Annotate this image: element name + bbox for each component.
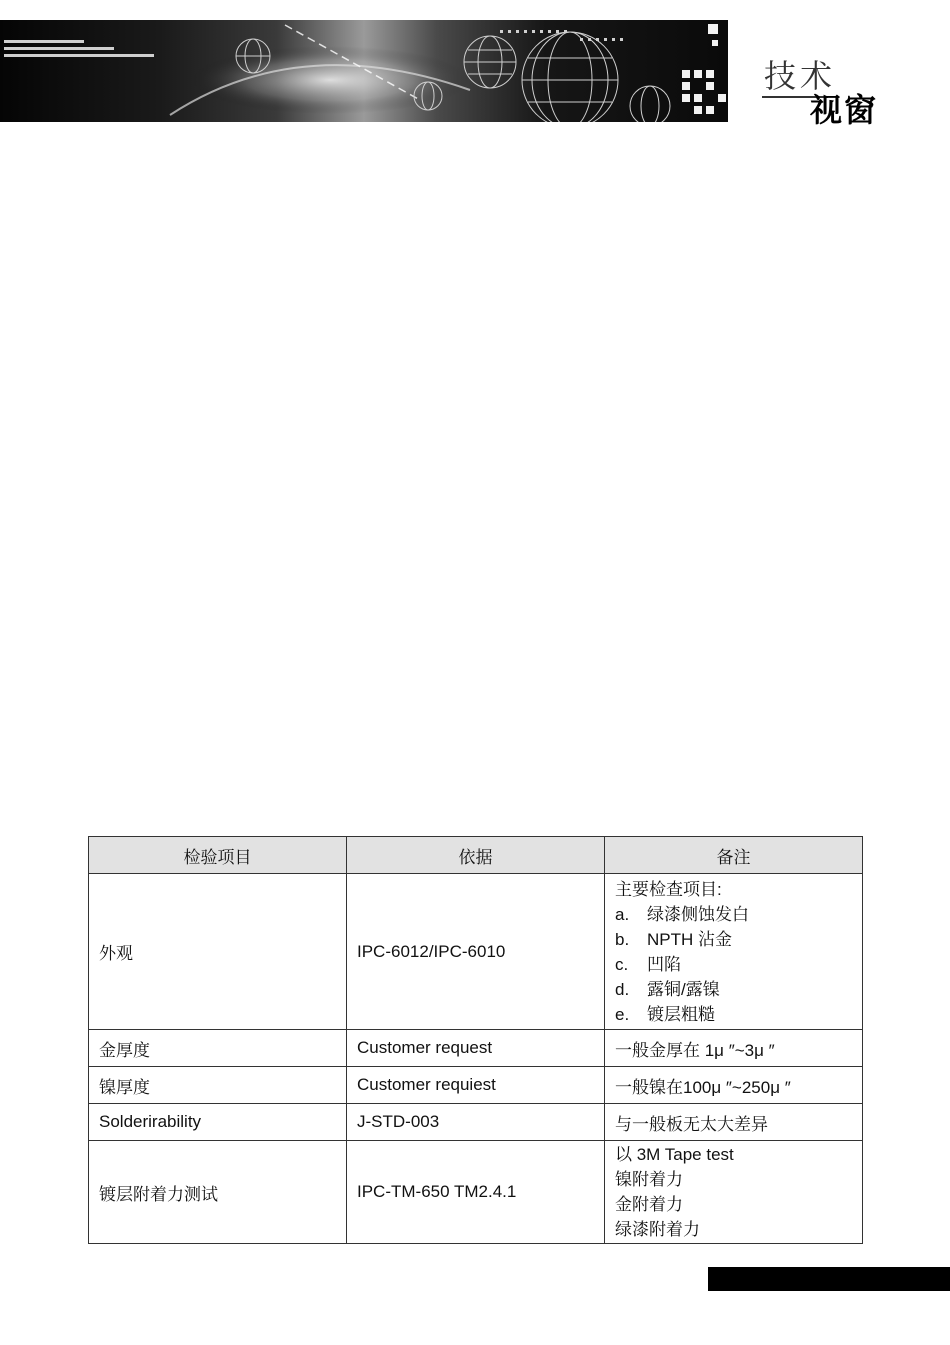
cell-item: 镀层附着力测试 — [89, 1141, 347, 1244]
cell-item: 外观 — [89, 874, 347, 1030]
cell-note — [605, 874, 863, 1030]
table-row — [89, 874, 863, 1030]
header-basis: 依据 — [347, 837, 605, 874]
brand-bottom-text: 视窗 — [810, 91, 879, 129]
cell-basis: Customer request — [347, 1030, 605, 1067]
cell-item: 镍厚度 — [89, 1067, 347, 1104]
header-banner — [0, 20, 728, 122]
table-row — [89, 1030, 863, 1067]
note-item: c. 凹陷 — [615, 954, 681, 974]
banner-graphic — [0, 20, 728, 122]
cell-note: 一般金厚在 1μ ″~3μ ″ — [605, 1030, 863, 1067]
inspection-table — [88, 836, 863, 1244]
cell-basis: IPC-6012/IPC-6010 — [347, 874, 605, 1030]
cell-note: 一般镍在100μ ″~250μ ″ — [605, 1067, 863, 1104]
cell-note: 与一般板无太大差异 — [605, 1104, 863, 1141]
note-item: e. 镀层粗糙 — [615, 1004, 715, 1024]
note-item: a. 绿漆侧蚀发白 — [615, 904, 749, 924]
note-item: b. NPTH 沾金 — [615, 929, 732, 949]
header-note: 备注 — [605, 837, 863, 874]
table-row — [89, 1104, 863, 1141]
cell-item: 金厚度 — [89, 1030, 347, 1067]
note-line: 金附着力 — [615, 1195, 683, 1214]
note-title: 主要检查项目: — [615, 879, 722, 899]
cell-basis: IPC-TM-650 TM2.4.1 — [347, 1141, 605, 1244]
header-item: 检验项目 — [89, 837, 347, 874]
brand-top-text: 技术 — [764, 57, 837, 95]
cell-basis: J-STD-003 — [347, 1104, 605, 1141]
note-item: d. 露铜/露镍 — [615, 979, 720, 999]
table-header-row — [89, 837, 863, 874]
note-line: 绿漆附着力 — [615, 1220, 700, 1239]
cell-note — [605, 1141, 863, 1244]
column-brand — [762, 58, 892, 128]
cell-basis: Customer requiest — [347, 1067, 605, 1104]
note-line: 以 3M Tape test — [615, 1145, 734, 1164]
note-line: 镍附着力 — [615, 1170, 683, 1189]
table-row — [89, 1067, 863, 1104]
table-row — [89, 1141, 863, 1244]
footer-bar — [708, 1267, 950, 1291]
cell-item: Solderirability — [89, 1104, 347, 1141]
